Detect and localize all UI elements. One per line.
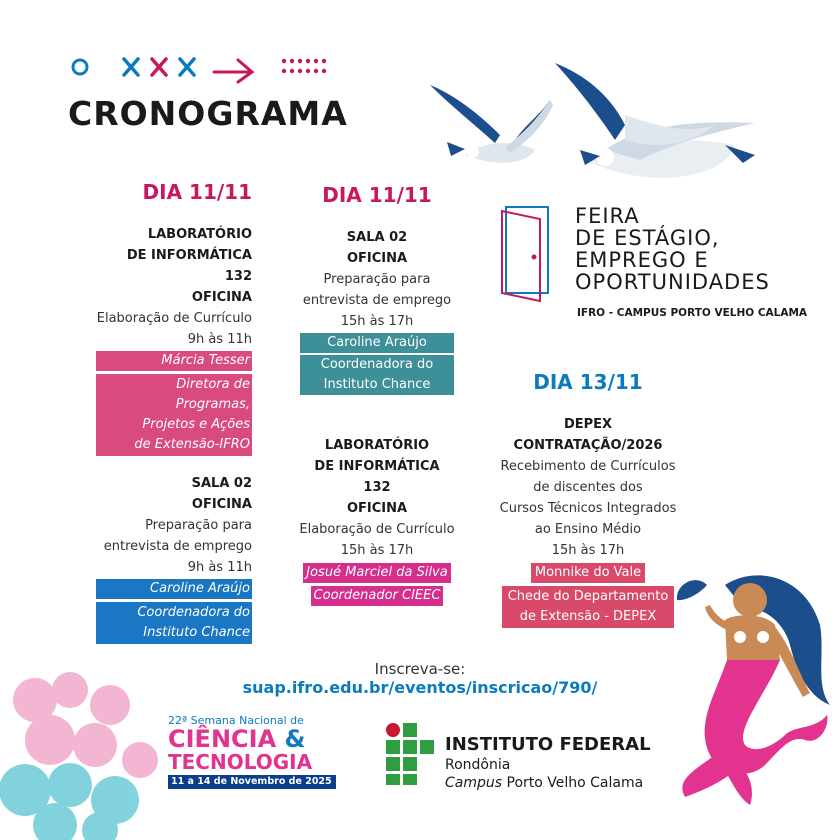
location-line: 132 [363,480,391,495]
speaker-role-line: Instituto Chance [143,625,250,640]
door-icon [500,205,560,305]
speaker-role: Coordenador CIEEC [311,586,444,606]
seagulls-illustration [425,55,785,195]
activity-type: CONTRATAÇÃO/2026 [513,438,663,453]
activity-description: Recebimento de Currículos [500,459,676,474]
location-line: SALA 02 [346,230,408,245]
schedule-column-1 [96,180,252,644]
ifro-campus: Campus [445,775,503,791]
activity-type: OFICINA [346,501,408,516]
activity-title: Preparação para [323,272,431,287]
activity-title: Elaboração de Currículo [299,522,455,537]
circle-icon [73,60,87,74]
schedule-column-2 [296,183,458,606]
ifro-line1: INSTITUTO FEDERAL [445,734,651,755]
day-heading: DIA 11/11 [322,183,432,207]
activity-title: Preparação para [145,518,252,533]
activity-title: entrevista de emprego [302,293,452,308]
activity-type: OFICINA [191,290,252,305]
ifro-logo-icon [385,722,435,786]
speaker-name: Monnike do Vale [531,563,645,583]
day-heading: DIA 11/11 [142,180,252,204]
speaker-name: Josué Marciel da Silva [303,563,450,583]
activity-time: 9h às 11h [187,332,252,347]
ifro-campus-name: Porto Velho Calama [502,775,644,791]
location-line: 132 [224,269,252,284]
ifro-line2: Rondônia [445,757,511,773]
speaker-role-line: Chede do Departamento [507,589,669,604]
x-marks-icon [124,59,194,75]
small-seagull-icon [430,85,553,163]
location-line: SALA 02 [191,476,252,491]
speaker-role-line: Projetos e Ações [142,417,250,432]
activity-time: 15h às 17h [340,543,414,558]
speaker-role [502,586,674,628]
location-line: DEPEX [563,417,613,432]
location-line: LABORATÓRIO [147,227,252,242]
shell-icon [677,580,707,600]
snct-line3: TECNOLOGIA [168,750,313,774]
activity-title: Elaboração de Currículo [96,311,252,326]
event-logo-subtitle: IFRO - CAMPUS PORTO VELHO CALAMA [577,307,808,319]
location-line: DE INFORMÁTICA [126,248,252,263]
speaker-name: Caroline Araújo [300,333,454,355]
activity-type: OFICINA [346,251,408,266]
activity-description: ao Ensino Médio [534,522,642,537]
event-logo-line3: EMPREGO E [575,248,709,272]
arrow-icon [214,60,252,82]
signup-label: Inscreva-se: [374,660,466,678]
event-logo-line4: OPORTUNIDADES [575,270,770,294]
snct-logo [168,714,336,789]
activity-description: Cursos Técnicos Integrados [499,501,677,516]
decorative-header-icons [66,52,336,86]
snct-line1: 22ª Semana Nacional de [168,714,304,727]
activity-time: 15h às 17h [340,314,414,329]
dots-icon [282,59,326,73]
speaker-role-line: de Extensão - DEPEX [519,609,657,624]
activity-description: de discentes dos [533,480,643,495]
speaker-role-line: Coordenadora do [320,357,434,372]
speaker-role-line: Diretora de Programas, [175,377,250,412]
speaker-role-line: Instituto Chance [323,377,431,392]
location-line: DE INFORMÁTICA [314,459,440,474]
speaker-role [96,374,252,456]
activity-time: 9h às 11h [187,560,252,575]
signup-link[interactable]: suap.ifro.edu.br/eventos/inscricao/790/ [242,678,598,697]
location-line: LABORATÓRIO [324,438,430,453]
ifro-line3 [445,774,651,792]
mermaid-illustration [655,565,835,810]
speaker-box [300,333,454,395]
coral-illustration [0,660,175,840]
event-logo-line2: DE ESTÁGIO, [575,226,720,250]
activity-time: 15h às 17h [551,543,625,558]
day-heading: DIA 13/11 [533,370,643,394]
snct-line2 [168,727,336,751]
event-logo-text [575,205,770,293]
ifro-logo-text [445,734,651,792]
large-seagull-icon [555,63,755,178]
event-logo-line1: FEIRA [575,204,640,228]
page-title: CRONOGRAMA [68,94,348,133]
speaker-role-line: de Extensão-IFRO [134,437,250,452]
snct-dates: 11 a 14 de Novembro de 2025 [168,775,336,789]
speaker-name: Márcia Tesser [96,351,252,371]
speaker-role [96,602,252,644]
snct-ciencia: CIÊNCIA [168,725,277,753]
speaker-name: Caroline Araújo [96,579,252,599]
snct-ampersand: & [284,725,306,753]
activity-title: entrevista de emprego [103,539,252,554]
speaker-role-line: Coordenadora do [137,605,250,620]
activity-type: OFICINA [191,497,252,512]
